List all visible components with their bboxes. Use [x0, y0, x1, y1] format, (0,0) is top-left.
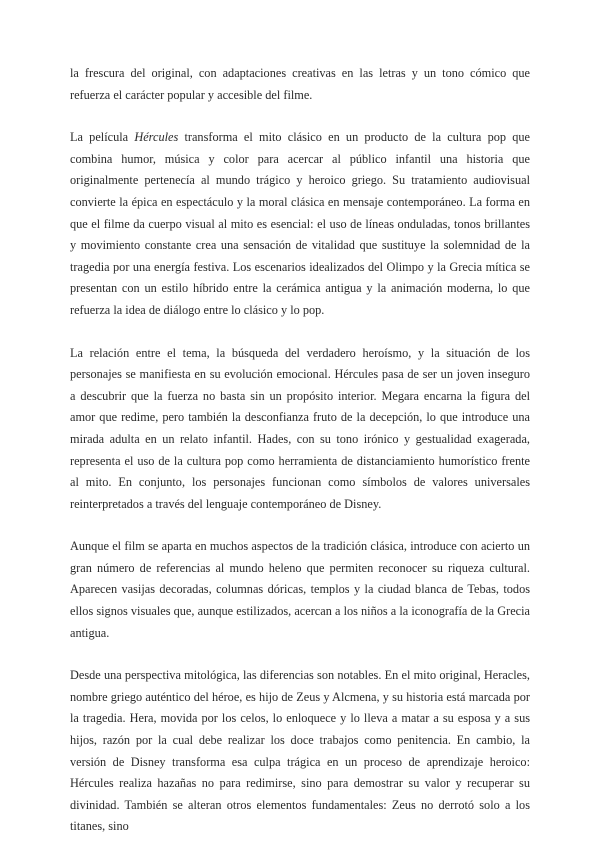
paragraph-2-lead: La película [70, 130, 135, 145]
paragraph-5: Desde una perspectiva mitológica, las diferencias son notables. En el mito original, Heracles, nombre griego auténtico del héroe, es hijo de Zeus y Alcmena, y su historia está marcada por la tragedia. Hera, movida por los celos, lo enloquece y lo lleva a matar a su esposa y a sus hijos, razón por la cual debe realizar los doce trabajos como penitencia. En cambio, la versión de Disney transforma esa culpa trágica en un proceso de aprendizaje heroico: Hércules realiza hazañas no para redimirse, sino para demostrar su valor y recuperar su divinidad. También se alteran otros elementos fundamentales: Zeus no derrotó solo a los titanes, sino [70, 668, 530, 834]
document-page [70, 63, 530, 838]
film-title: Hércules [134, 130, 179, 145]
paragraph-2 [70, 127, 530, 321]
paragraph-1: la frescura del original, con adaptaciones creativas en las letras y un tono cómico que refuerza el carácter popular y accesible del filme. [70, 66, 530, 102]
paragraph-4: Aunque el film se aparta en muchos aspectos de la tradición clásica, introduce con acierto un gran número de referencias al mundo heleno que permiten reconocer su riqueza cultural. Aparecen vasijas decoradas, columnas dóricas, templos y la ciudad blanca de Tebas, todos ellos signos visuales que, aunque estilizados, acercan a los niños a la iconografía de la Grecia antigua. [70, 539, 530, 640]
paragraph-2-body: transforma el mito clásico en un producto de la cultura pop que combina humor, música y color para acercar al público infantil una historia que originalmente pertenecía al mundo trágico y heroico griego. Su tratamiento audiovisual convierte la épica en espectáculo y la moral clásica en mensaje contemporáneo. La forma en que el filme da cuerpo visual al mito es esencial: el uso de líneas onduladas, tonos brillantes y movimiento constante crea una sensación de vitalidad que sustituye la solemnidad de la tragedia por una energía festiva. Los escenarios idealizados del Olimpo y la Grecia mítica se presentan con un estilo híbrido entre la cerámica antigua y la animación moderna, lo que refuerza la idea de diálogo entre lo clásico y lo pop. [70, 130, 530, 317]
paragraph-3: La relación entre el tema, la búsqueda del verdadero heroísmo, y la situación de los personajes se manifiesta en su evolución emocional. Hércules pasa de ser un joven inseguro a descubrir que la fuerza no basta sin un propósito interior. Megara encarna la figura del amor que redime, pero también la desconfianza fruto de la decepción, lo que introduce una mirada adulta en un relato infantil. Hades, con su tono irónico y gestualidad exagerada, representa el uso de la cultura pop como herramienta de distanciamiento humorístico frente al mito. En conjunto, los personajes funcionan como símbolos de valores universales reinterpretados a través del lenguaje contemporáneo de Disney. [70, 345, 530, 511]
